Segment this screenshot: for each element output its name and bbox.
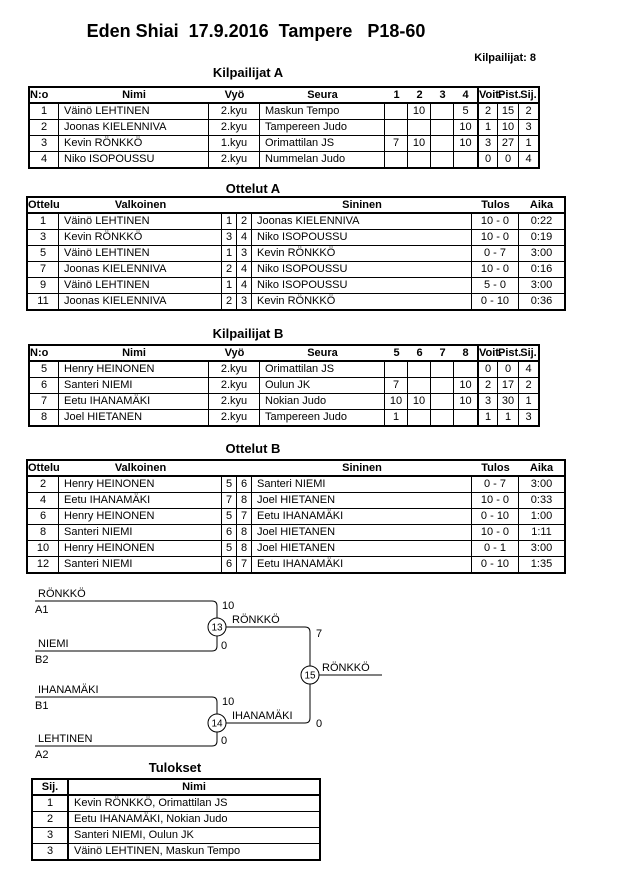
cell-time: 1:00 [519, 509, 564, 525]
cell-name: Joel HIETANEN [59, 410, 209, 425]
cell-no: 4 [30, 152, 59, 167]
cell-place: 3 [519, 120, 538, 136]
cell-name: Niko ISOPOUSSU [59, 152, 209, 167]
cell-place: 4 [519, 362, 538, 378]
cell-belt: 2.kyu [209, 410, 260, 425]
match-number: 13 [211, 622, 223, 634]
cell-r2 [408, 152, 431, 167]
cell-place: 1 [33, 796, 69, 812]
cell-wins: 0 [477, 362, 498, 378]
cell-r1 [385, 362, 408, 378]
cell-blue-name: Niko ISOPOUSSU [252, 278, 472, 294]
cell-r2 [408, 410, 431, 425]
table-row [30, 120, 538, 136]
cell-r4: 10 [454, 136, 477, 152]
col-header-belt: Vyö [209, 88, 260, 104]
pool-b-table [28, 344, 540, 427]
cell-white-name: Henry HEINONEN [59, 509, 222, 525]
cell-white-name: Eetu IHANAMÄKI [59, 493, 222, 509]
bracket-player-name: RÖNKKÖ [38, 588, 86, 600]
cell-result: 0 - 7 [472, 246, 519, 262]
cell-blue-no: 6 [237, 477, 252, 493]
cell-blue-name: Niko ISOPOUSSU [252, 230, 472, 246]
cell-place: 3 [33, 844, 69, 859]
cell-place: 2 [33, 812, 69, 828]
page-title: Eden Shiai 17.9.2016 Tampere P18-60 [86, 21, 426, 41]
cell-name: Väinö LEHTINEN [59, 104, 209, 120]
table-row [28, 493, 564, 509]
cell-points: 0 [498, 152, 519, 167]
cell-r2: 10 [408, 394, 431, 410]
bracket-line-sf1-top [35, 601, 217, 618]
bracket-player-name: LEHTINEN [38, 733, 93, 745]
cell-match-no: 8 [28, 525, 59, 541]
section-title-matches-b: Ottelut B [225, 441, 281, 456]
col-header-wno [222, 461, 237, 477]
bracket-player-name: NIEMI [38, 638, 69, 650]
cell-result: 0 - 10 [472, 557, 519, 572]
results-table [31, 778, 321, 861]
col-header-g1: 5 [385, 346, 408, 362]
cell-r2: 10 [408, 136, 431, 152]
cell-white-no: 1 [222, 214, 237, 230]
col-header-wins: Voit. [477, 88, 498, 104]
cell-club: Orimattilan JS [260, 362, 385, 378]
table-row [28, 477, 564, 493]
cell-white-no: 5 [222, 541, 237, 557]
col-header-g3: 7 [431, 346, 454, 362]
cell-blue-name: Kevin RÖNKKÖ [252, 294, 472, 309]
cell-place: 2 [519, 104, 538, 120]
cell-blue-name: Kevin RÖNKKÖ [252, 246, 472, 262]
cell-points: 27 [498, 136, 519, 152]
matches-b-table [26, 459, 566, 574]
bracket-seed: A1 [35, 604, 49, 616]
cell-r4 [454, 410, 477, 425]
cell-club: Nummelan Judo [260, 152, 385, 167]
cell-no: 3 [30, 136, 59, 152]
cell-place: 1 [519, 136, 538, 152]
col-header-g4: 4 [454, 88, 477, 104]
cell-belt: 2.kyu [209, 362, 260, 378]
cell-white-name: Väinö LEHTINEN [59, 278, 222, 294]
cell-white-name: Joonas KIELENNIVA [59, 262, 222, 278]
cell-club: Orimattilan JS [260, 136, 385, 152]
cell-club: Oulun JK [260, 378, 385, 394]
table-row [28, 541, 564, 557]
table-row [30, 410, 538, 425]
cell-result: 10 - 0 [472, 214, 519, 230]
table-row [28, 230, 564, 246]
cell-place: 4 [525, 153, 532, 165]
table-row [28, 214, 564, 230]
table-row [28, 294, 564, 309]
cell-r3 [431, 104, 454, 120]
cell-r2 [408, 362, 431, 378]
cell-white-no: 5 [222, 509, 237, 525]
cell-white-name: Väinö LEHTINEN [59, 214, 222, 230]
cell-time: 0:33 [519, 493, 564, 509]
col-header-points: Pist. [498, 346, 519, 362]
cell-wins: 2 [477, 378, 498, 394]
table-row [28, 278, 564, 294]
col-header-no: N:o [30, 346, 59, 362]
cell-result: 0 - 1 [472, 541, 519, 557]
cell-no: 7 [30, 394, 59, 410]
col-header-place: Sij. [33, 780, 69, 796]
cell-name: Kevin RÖNKKÖ [59, 136, 209, 152]
bracket-winner-name: IHANAMÄKI [232, 710, 293, 722]
cell-blue-name: Eetu IHANAMÄKI [252, 557, 472, 572]
cell-white-name: Santeri NIEMI [59, 525, 222, 541]
cell-r1 [385, 152, 408, 167]
cell-name: Santeri NIEMI, Oulun JK [69, 828, 319, 844]
cell-no: 6 [30, 378, 59, 394]
cell-belt: 2.kyu [209, 152, 260, 167]
cell-blue-no: 8 [237, 541, 252, 557]
cell-r1 [385, 104, 408, 120]
cell-no: 5 [30, 362, 59, 378]
bracket-seed: B2 [35, 654, 49, 666]
col-header-match: Ottelu [28, 461, 59, 477]
table-header-row [30, 88, 538, 104]
cell-wins: 0 [477, 152, 498, 167]
cell-r2 [408, 120, 431, 136]
cell-white-name: Väinö LEHTINEN [59, 246, 222, 262]
cell-blue-name: Eetu IHANAMÄKI [252, 509, 472, 525]
cell-belt: 2.kyu [209, 378, 260, 394]
cell-belt: 1.kyu [209, 136, 260, 152]
cell-blue-no: 8 [237, 493, 252, 509]
cell-place: 3 [33, 828, 69, 844]
cell-no: 1 [30, 104, 59, 120]
cell-r3 [431, 394, 454, 410]
cell-r1: 1 [385, 410, 408, 425]
matches-a-table [26, 196, 566, 311]
cell-wins: 2 [477, 104, 498, 120]
table-row [28, 557, 564, 572]
cell-r1: 7 [385, 378, 408, 394]
col-header-g2: 6 [408, 346, 431, 362]
cell-time: 3:00 [519, 477, 564, 493]
bracket-champion-name: RÖNKKÖ [322, 662, 370, 674]
cell-belt: 2.kyu [209, 104, 260, 120]
cell-r4 [454, 362, 477, 378]
cell-match-no: 12 [28, 557, 59, 572]
table-row [30, 378, 538, 394]
cell-points: 15 [498, 104, 519, 120]
cell-blue-name: Joel HIETANEN [252, 493, 472, 509]
cell-r2 [408, 378, 431, 394]
cell-place: 1 [519, 394, 538, 410]
col-header-white: Valkoinen [59, 198, 222, 214]
col-header-place: Sij. [519, 346, 538, 362]
cell-result: 0 - 10 [472, 294, 519, 309]
cell-name: Eetu IHANAMÄKI, Nokian Judo [69, 812, 319, 828]
table-header-row [33, 780, 319, 796]
cell-result: 10 - 0 [472, 525, 519, 541]
col-header-club: Seura [260, 88, 385, 104]
cell-match-no: 7 [28, 262, 59, 278]
cell-match-no: 5 [28, 246, 59, 262]
table-row [28, 525, 564, 541]
pool-a-table [28, 86, 540, 169]
competitors-count: Kilpailijat: 8 [474, 52, 536, 64]
table-row [33, 828, 319, 844]
col-header-blue: Sininen [252, 461, 472, 477]
col-header-no: N:o [30, 88, 59, 104]
cell-r4: 10 [454, 378, 477, 394]
col-header-g1: 1 [385, 88, 408, 104]
cell-time: 0:22 [519, 214, 564, 230]
cell-r2: 10 [408, 104, 431, 120]
cell-white-name: Henry HEINONEN [59, 477, 222, 493]
cell-white-name: Kevin RÖNKKÖ [59, 230, 222, 246]
cell-no: 2 [30, 120, 59, 136]
cell-r3 [431, 152, 454, 167]
final-bracket [20, 583, 420, 763]
cell-belt: 2.kyu [209, 120, 260, 136]
col-header-match: Ottelu [28, 198, 59, 214]
col-header-wins: Voit. [477, 346, 498, 362]
cell-match-no: 11 [28, 294, 59, 309]
cell-r1: 7 [385, 136, 408, 152]
table-row [30, 362, 538, 378]
cell-white-no: 1 [222, 246, 237, 262]
cell-club: Maskun Tempo [260, 104, 385, 120]
col-header-name: Nimi [59, 88, 209, 104]
cell-blue-no: 8 [237, 525, 252, 541]
section-title-pool-a: Kilpailijat A [212, 65, 284, 80]
cell-no: 8 [30, 410, 59, 425]
table-row [28, 509, 564, 525]
cell-white-no: 3 [222, 230, 237, 246]
cell-r4 [454, 152, 477, 167]
cell-place: 2 [519, 378, 538, 394]
cell-time: 1:11 [519, 525, 564, 541]
cell-blue-name: Joonas KIELENNIVA [252, 214, 472, 230]
cell-points: 10 [498, 120, 519, 136]
col-header-white: Valkoinen [59, 461, 222, 477]
bracket-seed: A2 [35, 749, 49, 761]
cell-white-no: 1 [222, 278, 237, 294]
cell-blue-no: 7 [237, 557, 252, 572]
cell-match-no: 9 [28, 278, 59, 294]
cell-white-no: 2 [222, 262, 237, 278]
table-row [30, 136, 538, 152]
cell-time: 3:00 [519, 278, 564, 294]
cell-blue-name: Santeri NIEMI [252, 477, 472, 493]
col-header-bno [237, 198, 252, 214]
col-header-time: Aika [519, 461, 564, 477]
cell-points: 1 [498, 410, 519, 425]
cell-time: 3:00 [519, 246, 564, 262]
cell-blue-no: 4 [237, 278, 252, 294]
col-header-points: Pist. [498, 88, 519, 104]
col-header-g3: 3 [431, 88, 454, 104]
cell-blue-name: Niko ISOPOUSSU [252, 262, 472, 278]
table-row [28, 262, 564, 278]
table-row [28, 246, 564, 262]
cell-name: Henry HEINONEN [59, 362, 209, 378]
cell-r1: 10 [385, 394, 408, 410]
cell-match-no: 6 [28, 509, 59, 525]
cell-r4: 5 [454, 104, 477, 120]
cell-match-no: 4 [28, 493, 59, 509]
cell-r4: 10 [454, 394, 477, 410]
col-header-time: Aika [519, 198, 564, 214]
cell-white-no: 5 [222, 477, 237, 493]
bracket-score: 0 [316, 718, 323, 730]
cell-time: 0:19 [519, 230, 564, 246]
cell-club: Tampereen Judo [260, 410, 385, 425]
col-header-result: Tulos [472, 198, 519, 214]
cell-white-no: 7 [222, 493, 237, 509]
bracket-player-name: IHANAMÄKI [38, 684, 99, 696]
cell-points: 17 [498, 378, 519, 394]
cell-blue-no: 3 [237, 246, 252, 262]
table-row [33, 844, 319, 859]
cell-result: 10 - 0 [472, 262, 519, 278]
cell-blue-no: 4 [237, 230, 252, 246]
cell-result: 0 - 10 [472, 509, 519, 525]
cell-time: 0:16 [519, 262, 564, 278]
table-header-row [30, 346, 538, 362]
cell-name: Joonas KIELENNIVA [59, 120, 209, 136]
table-row [33, 796, 319, 812]
cell-blue-name: Joel HIETANEN [252, 525, 472, 541]
bracket-winner-name: RÖNKKÖ [232, 614, 280, 626]
cell-r3 [431, 362, 454, 378]
cell-points: 30 [498, 394, 519, 410]
cell-r1 [385, 120, 408, 136]
cell-blue-no: 2 [237, 214, 252, 230]
cell-name: Santeri NIEMI [59, 378, 209, 394]
cell-belt: 2.kyu [209, 394, 260, 410]
col-header-g2: 2 [408, 88, 431, 104]
bracket-seed: B1 [35, 700, 49, 712]
cell-match-no: 3 [28, 230, 59, 246]
cell-time: 0:36 [530, 295, 553, 307]
col-header-place: Sij. [519, 88, 538, 104]
table-header-row [28, 198, 564, 214]
cell-match-no: 2 [28, 477, 59, 493]
cell-time: 3:00 [519, 541, 564, 557]
cell-white-no: 2 [222, 294, 237, 309]
cell-place: 3 [525, 411, 532, 423]
table-row [30, 152, 538, 167]
cell-white-no: 6 [222, 557, 237, 572]
col-header-blue: Sininen [252, 198, 472, 214]
cell-r4: 10 [454, 120, 477, 136]
cell-white-no: 6 [222, 525, 237, 541]
cell-wins: 1 [477, 120, 498, 136]
cell-wins: 3 [477, 136, 498, 152]
cell-blue-no: 3 [237, 294, 252, 309]
bracket-score: 0 [221, 640, 228, 652]
bracket-score: 0 [221, 735, 228, 747]
cell-r3 [431, 410, 454, 425]
bracket-score: 7 [316, 628, 323, 640]
cell-club: Nokian Judo [260, 394, 385, 410]
table-header-row [28, 461, 564, 477]
cell-name: Kevin RÖNKKÖ, Orimattilan JS [69, 796, 319, 812]
cell-wins: 3 [477, 394, 498, 410]
section-title-matches-a: Ottelut A [225, 181, 281, 196]
table-row [33, 812, 319, 828]
cell-blue-no: 4 [237, 262, 252, 278]
cell-club: Tampereen Judo [260, 120, 385, 136]
cell-points: 0 [498, 362, 519, 378]
cell-white-name: Santeri NIEMI [59, 557, 222, 572]
cell-result: 10 - 0 [472, 493, 519, 509]
cell-result: 0 - 7 [472, 477, 519, 493]
col-header-club: Seura [260, 346, 385, 362]
cell-blue-name: Joel HIETANEN [252, 541, 472, 557]
table-row [30, 104, 538, 120]
cell-wins: 1 [477, 410, 498, 425]
cell-white-name: Joonas KIELENNIVA [59, 294, 222, 309]
bracket-score: 10 [222, 696, 235, 708]
cell-name: Väinö LEHTINEN, Maskun Tempo [74, 845, 241, 857]
col-header-name: Nimi [69, 780, 319, 796]
col-header-g4: 8 [454, 346, 477, 362]
col-header-belt: Vyö [209, 346, 260, 362]
match-number: 14 [211, 718, 223, 730]
col-header-name: Nimi [59, 346, 209, 362]
cell-name: Eetu IHANAMÄKI [59, 394, 209, 410]
cell-r3 [431, 378, 454, 394]
match-number: 15 [304, 670, 316, 682]
cell-result: 5 - 0 [472, 278, 519, 294]
bracket-score: 10 [222, 600, 235, 612]
bracket-line-sf1-winner [226, 627, 310, 666]
cell-result: 10 - 0 [472, 230, 519, 246]
col-header-bno [237, 461, 252, 477]
col-header-wno [222, 198, 237, 214]
table-row [30, 394, 538, 410]
section-title-pool-b: Kilpailijat B [212, 326, 284, 341]
cell-blue-no: 7 [237, 509, 252, 525]
bracket-line-sf2-top [35, 697, 217, 714]
cell-r3 [431, 136, 454, 152]
cell-match-no: 1 [28, 214, 59, 230]
cell-white-name: Henry HEINONEN [59, 541, 222, 557]
section-title-results: Tulokset [148, 760, 202, 775]
cell-r3 [431, 120, 454, 136]
col-header-result: Tulos [472, 461, 519, 477]
cell-time: 1:35 [530, 558, 553, 570]
cell-match-no: 10 [28, 541, 59, 557]
